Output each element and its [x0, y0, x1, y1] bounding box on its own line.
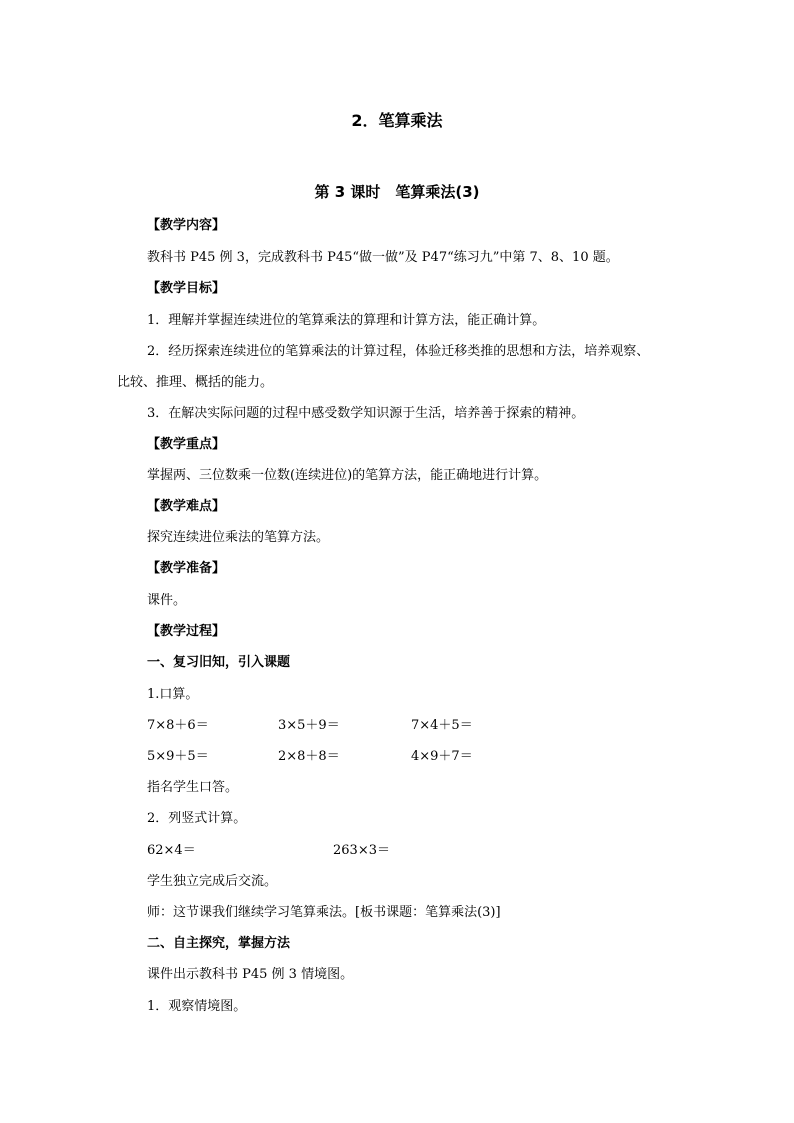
preparation-text: 课件。	[147, 593, 187, 608]
vertical-note: 学生独立完成后交流。	[147, 874, 278, 889]
oral-expr: 4×9＋7＝	[411, 749, 473, 764]
oral-expr: 7×8＋6＝	[147, 718, 209, 733]
objective-3: 3．在解决实际问题的过程中感受数学知识源于生活，培养善于探索的精神。	[147, 406, 585, 421]
lesson-title: 第 3 课时 笔算乘法(3)	[314, 183, 480, 201]
content-heading: 【教学内容】	[147, 218, 226, 233]
oral-expr: 7×4＋5＝	[411, 718, 473, 733]
oral-note: 指名学生口答。	[147, 780, 239, 795]
objective-2-line1: 2．经历探索连续进位的笔算乘法的计算过程，体验迁移类推的思想和方法，培养观察、	[147, 344, 650, 359]
content-text: 教科书 P45 例 3，完成教科书 P45“做一做”及 P47“练习九”中第 7、8、10 题。	[147, 250, 619, 265]
vertical-expr: 263×3＝	[333, 843, 390, 858]
preparation-heading: 【教学准备】	[147, 561, 226, 576]
section2-text: 课件出示教科书 P45 例 3 情境图。	[147, 967, 354, 982]
difficulties-text: 探究连续进位乘法的笔算方法。	[147, 530, 330, 545]
oral-expr: 2×8＋8＝	[278, 749, 340, 764]
oral-expr: 5×9＋5＝	[147, 749, 209, 764]
process-heading: 【教学过程】	[147, 624, 226, 639]
vertical-label: 2．列竖式计算。	[147, 811, 247, 826]
difficulties-heading: 【教学难点】	[147, 499, 226, 514]
key-points-heading: 【教学重点】	[147, 437, 226, 452]
oral-label: 1.口算。	[147, 687, 199, 702]
section1-title: 一、复习旧知，引入课题	[147, 655, 291, 670]
section2-item1: 1．观察情境图。	[147, 999, 247, 1014]
objectives-heading: 【教学目标】	[147, 281, 226, 296]
objective-2-line2: 比较、推理、概括的能力。	[117, 375, 274, 390]
vertical-expr: 62×4＝	[147, 843, 196, 858]
section2-title: 二、自主探究，掌握方法	[147, 936, 291, 951]
chapter-title: 2．笔算乘法	[351, 111, 443, 130]
objective-1: 1．理解并掌握连续进位的笔算乘法的算理和计算方法，能正确计算。	[147, 313, 546, 328]
key-points-text: 掌握两、三位数乘一位数(连续进位)的笔算方法，能正确地进行计算。	[147, 468, 548, 483]
oral-expr: 3×5＋9＝	[278, 718, 340, 733]
teacher-remark: 师：这节课我们继续学习笔算乘法。[板书课题：笔算乘法(3)]	[147, 905, 501, 920]
